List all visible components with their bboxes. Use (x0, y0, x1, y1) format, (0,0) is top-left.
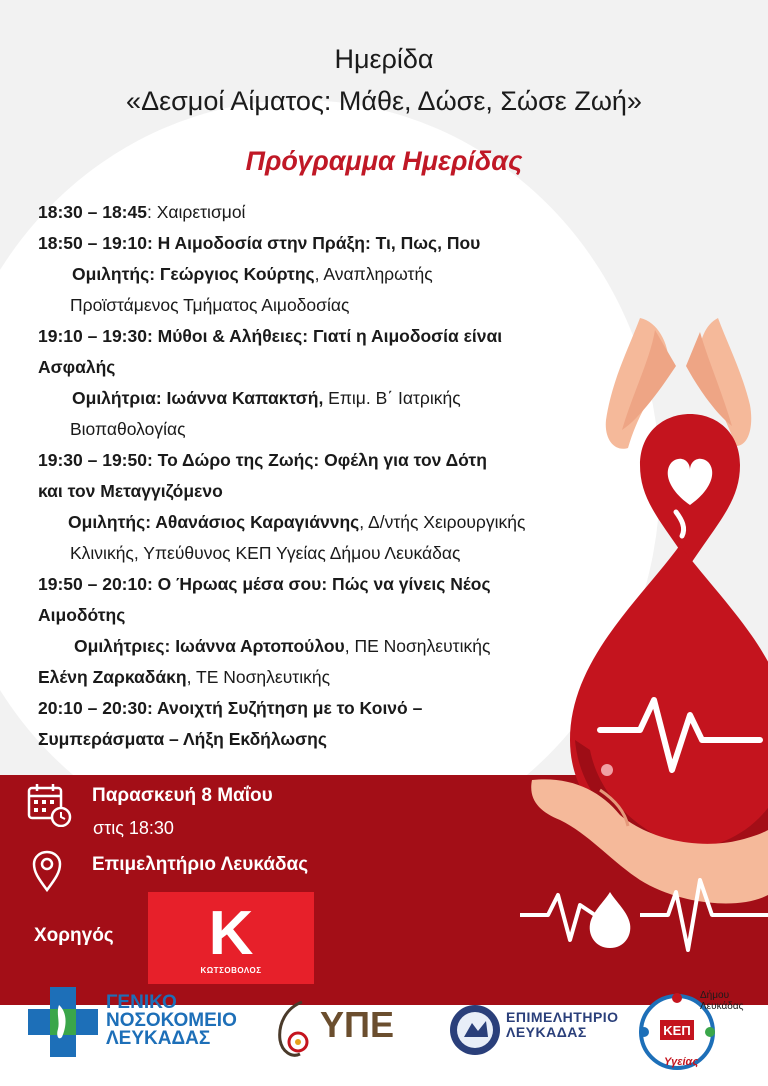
speaker-desc: , ΤΕ Νοσηλευτικής (186, 667, 331, 687)
hospital-logo-line: ΓΕΝΙΚΟ (106, 992, 177, 1013)
speaker-desc-line: Βιοπαθολογίας (70, 419, 186, 439)
speaker-name: Ομιλητής: Αθανάσιος Καραγιάννης (68, 512, 360, 532)
session-6 (38, 693, 638, 724)
calendar-icon (26, 781, 72, 827)
speaker-name: Ελένη Ζαρκαδάκη (38, 667, 187, 687)
chamber-logo-line: ΕΠΙΜΕΛΗΤΗΡΙΟ (506, 1009, 619, 1025)
location-pin-icon (32, 850, 62, 892)
hospital-logo-line: ΛΕΥΚΑΔΑΣ (106, 1028, 211, 1049)
session-title-cont: Ασφαλής (38, 357, 116, 377)
speaker-role: Ομιλητής (72, 264, 150, 284)
speaker-name: : Γεώργιος Κούρτης (149, 264, 315, 284)
chamber-seal-icon (448, 1003, 502, 1057)
speaker-desc-line: Κλινικής, Υπεύθυνος ΚΕΠ Υγείας Δήμου Λευκάδας (70, 543, 461, 563)
speaker-line (38, 507, 638, 538)
ype-emblem-icon (272, 998, 318, 1062)
session-title-cont: Αιμοδότης (38, 605, 126, 625)
event-venue: Επιμελητήριο Λευκάδας (92, 854, 309, 875)
session-4 (38, 445, 638, 476)
kep-top-text: Δήμου Λευκάδας (700, 990, 744, 1012)
event-date: Παρασκευή 8 Μαΐου (92, 785, 273, 806)
kep-logo-text: ΚΕΠ (663, 1023, 691, 1038)
sponsor-logo-name: ΚΩΤΣΟΒΟΛΟΣ (200, 966, 262, 975)
session-time: 18:50 – 19:10 (38, 233, 147, 253)
speaker-desc: , ΠΕ Νοσηλευτικής (344, 636, 491, 656)
session-2 (38, 228, 638, 259)
speaker-name: Ομιλήτρια: Ιωάννα Καπακτσή, (72, 388, 324, 408)
event-title: «Δεσμοί Αίματος: Μάθε, Δώσε, Σώσε Ζωή» (126, 86, 642, 116)
chamber-logo-text (506, 1010, 619, 1040)
session-title: : Το Δώρο της Ζωής: Οφέλη για τον Δότη (146, 450, 487, 470)
speaker-desc: , Αναπληρωτής (314, 264, 433, 284)
speaker-line (38, 631, 638, 662)
session-title-cont: και τον Μεταγγιζόμενο (38, 481, 223, 501)
program-list (38, 197, 638, 755)
session-time: 19:10 – 19:30 (38, 326, 147, 346)
sponsor-logo-letter: K (208, 899, 254, 968)
sponsor-label: Χορηγός (34, 925, 114, 946)
hospital-logo-line: ΝΟΣΟΚΟΜΕΙΟ (106, 1010, 237, 1031)
program-heading: Πρόγραμμα Ημερίδας (245, 146, 523, 176)
session-title-cont: Συμπεράσματα – Λήξη Εκδήλωσης (38, 729, 327, 749)
speaker-desc-line: Προϊστάμενος Τμήματος Αιμοδοσίας (70, 295, 350, 315)
hospital-logo-text (106, 994, 237, 1048)
chamber-logo-line: ΛΕΥΚΑΔΑΣ (506, 1024, 587, 1040)
speaker-line-2 (38, 662, 638, 693)
session-time: 19:30 – 19:50 (38, 450, 147, 470)
session-time: 20:10 – 20:30 (38, 698, 147, 718)
event-type-heading: Ημερίδα (334, 44, 434, 74)
session-time: 19:50 – 20:10 (38, 574, 147, 594)
session-1 (38, 197, 638, 228)
event-time: στις 18:30 (93, 818, 174, 838)
speaker-desc: , Δ/ντής Χειρουργικής (359, 512, 526, 532)
speaker-line (38, 259, 638, 290)
speaker-line (38, 383, 638, 414)
session-title: : Χαιρετισμοί (146, 202, 246, 222)
session-title: : Μύθοι & Αλήθειες: Γιατί η Αιμοδοσία είναι (146, 326, 503, 346)
session-3 (38, 321, 638, 352)
session-5 (38, 569, 638, 600)
session-time: 18:30 – 18:45 (38, 202, 147, 222)
session-title: : Ο Ήρωας μέσα σου: Πώς να γίνεις Νέος (146, 574, 491, 594)
speaker-name: Ομιλήτριες: Ιωάννα Αρτοπούλου (74, 636, 345, 656)
ype-logo-text: ΥΠΕ (320, 1004, 395, 1045)
speaker-desc: Επιμ. Β΄ Ιατρικής (323, 388, 461, 408)
hospital-cross-icon (26, 985, 100, 1059)
event-info-band (0, 775, 768, 1005)
kep-bottom-text: Υγείας (664, 1056, 699, 1068)
sponsor-logo (148, 892, 314, 984)
session-title: : Η Αιμοδοσία στην Πράξη: Τι, Πως, Που (146, 233, 481, 253)
session-title: : Ανοιχτή Συζήτηση με το Κοινό – (146, 698, 423, 718)
